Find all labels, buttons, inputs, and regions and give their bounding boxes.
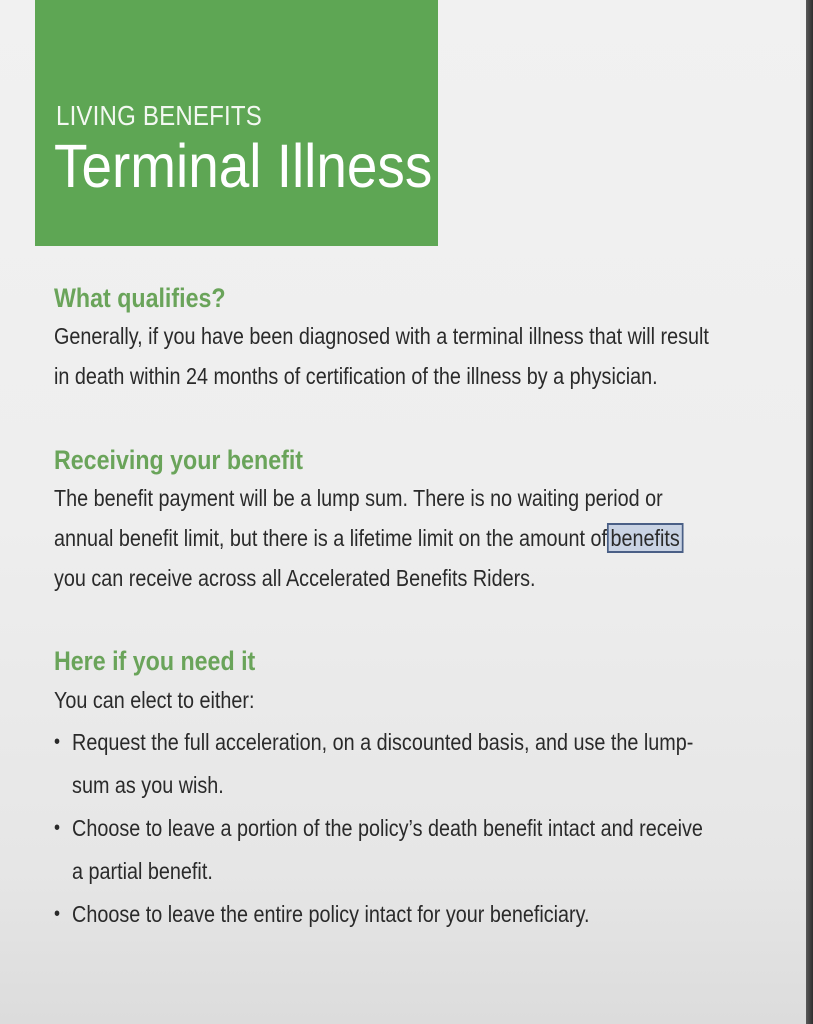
bullet-icon: •	[54, 817, 61, 839]
list-item	[54, 807, 785, 893]
list-item-line: Choose to leave the entire policy intact for your beneficiary.	[72, 901, 590, 927]
paragraph-line: in death within 24 months of certification of the illness by a physician.	[54, 363, 658, 389]
bullet-icon: •	[54, 731, 61, 753]
title-banner	[35, 0, 438, 246]
paragraph-line: you can receive across all Accelerated Benefits Riders.	[54, 565, 536, 591]
section-intro: You can elect to either:	[54, 687, 255, 713]
section-here-if-you-need-it	[54, 643, 806, 936]
list-item-line: sum as you wish.	[72, 772, 224, 798]
selected-word-highlight[interactable]: benefits	[607, 523, 683, 553]
paragraph-line: The benefit payment will be a lump sum. There is no waiting period or	[54, 485, 663, 511]
paragraph-line	[54, 518, 785, 558]
section-heading: Receiving your benefit	[54, 445, 304, 475]
banner-kicker: LIVING BENEFITS	[56, 100, 262, 131]
list-item	[54, 893, 785, 936]
paragraph-text: annual benefit limit, but there is a lifetime limit on the amount of	[54, 525, 608, 551]
list-item-line: Choose to leave a portion of the policy’s death benefit intact and receive	[72, 815, 703, 841]
banner-title: Terminal Illness	[54, 132, 433, 200]
screen-edge	[806, 0, 813, 1024]
section-what-qualifies	[54, 280, 806, 396]
list-item-line: Request the full acceleration, on a discounted basis, and use the lump-	[72, 729, 694, 755]
section-heading: What qualifies?	[54, 283, 226, 313]
section-paragraph	[54, 316, 785, 396]
section-heading: Here if you need it	[54, 646, 256, 676]
bullet-icon: •	[54, 903, 61, 925]
paragraph-line: Generally, if you have been diagnosed with a terminal illness that will result	[54, 323, 709, 349]
options-list	[54, 721, 785, 936]
list-item-line: a partial benefit.	[72, 858, 213, 884]
section-receiving-benefit	[54, 442, 806, 598]
section-paragraph	[54, 478, 785, 598]
list-item	[54, 721, 785, 807]
